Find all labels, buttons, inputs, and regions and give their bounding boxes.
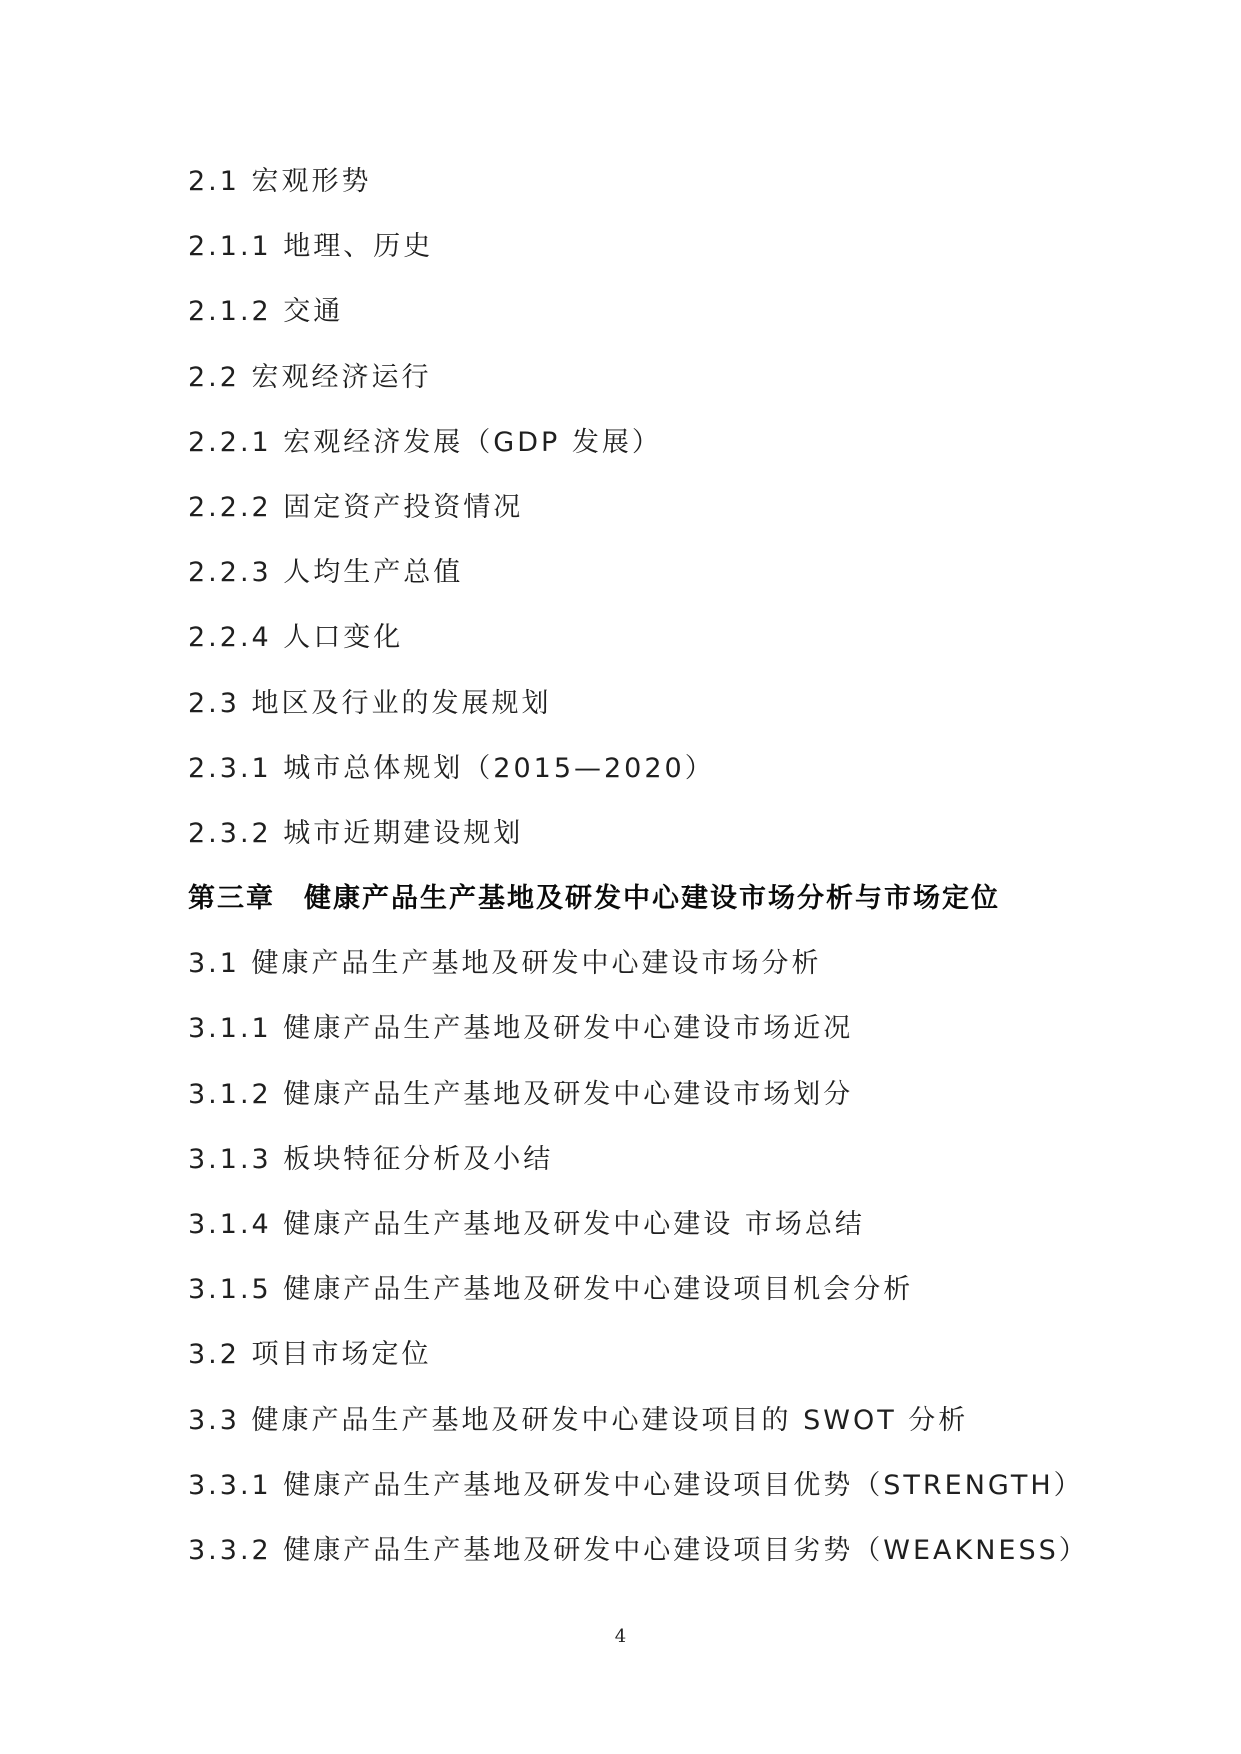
toc-entry-3-3: 3.3 健康产品生产基地及研发中心建设项目的 SWOT 分析 (188, 1404, 969, 1436)
toc-entry-2-1: 2.1 宏观形势 (188, 166, 372, 197)
toc-entry-3-1-4: 3.1.4 健康产品生产基地及研发中心建设 市场总结 (188, 1209, 865, 1240)
chapter-heading-3: 第三章 健康产品生产基地及研发中心建设市场分析与市场定位 (188, 883, 1000, 915)
toc-entry-3-1: 3.1 健康产品生产基地及研发中心建设市场分析 (188, 948, 822, 980)
toc-entry-3-1-2: 3.1.2 健康产品生产基地及研发中心建设市场划分 (188, 1078, 854, 1110)
toc-entry-2-2-3: 2.2.3 人均生产总值 (188, 557, 464, 589)
table-of-contents (188, 160, 1088, 1594)
toc-entry-2-2-4: 2.2.4 人口变化 (188, 622, 404, 654)
toc-entry-2-2-2: 2.2.2 固定资产投资情况 (188, 491, 524, 523)
toc-entry-2-2-1: 2.2.1 宏观经济发展（GDP 发展） (188, 426, 662, 458)
toc-entry-3-2: 3.2 项目市场定位 (188, 1339, 432, 1371)
page-number: 4 (614, 1626, 627, 1647)
toc-entry-3-3-1: 3.3.1 健康产品生产基地及研发中心建设项目优势（STRENGTH） (188, 1469, 1084, 1501)
toc-entry-3-1-1: 3.1.1 健康产品生产基地及研发中心建设市场近况 (188, 1013, 854, 1045)
toc-entry-2-1-2: 2.1.2 交通 (188, 296, 344, 328)
toc-entry-2-2: 2.2 宏观经济运行 (188, 361, 432, 393)
toc-entry-2-3-2: 2.3.2 城市近期建设规划 (188, 817, 524, 849)
toc-entry-3-1-3: 3.1.3 板块特征分析及小结 (188, 1143, 554, 1175)
toc-entry-3-3-2: 3.3.2 健康产品生产基地及研发中心建设项目劣势（WEAKNESS） (188, 1534, 1089, 1566)
toc-entry-2-3: 2.3 地区及行业的发展规划 (188, 687, 552, 719)
toc-entry-3-1-5: 3.1.5 健康产品生产基地及研发中心建设项目机会分析 (188, 1274, 914, 1306)
toc-entry-2-1-1: 2.1.1 地理、历史 (188, 231, 434, 263)
toc-entry-2-3-1: 2.3.1 城市总体规划（2015—2020） (188, 752, 715, 784)
